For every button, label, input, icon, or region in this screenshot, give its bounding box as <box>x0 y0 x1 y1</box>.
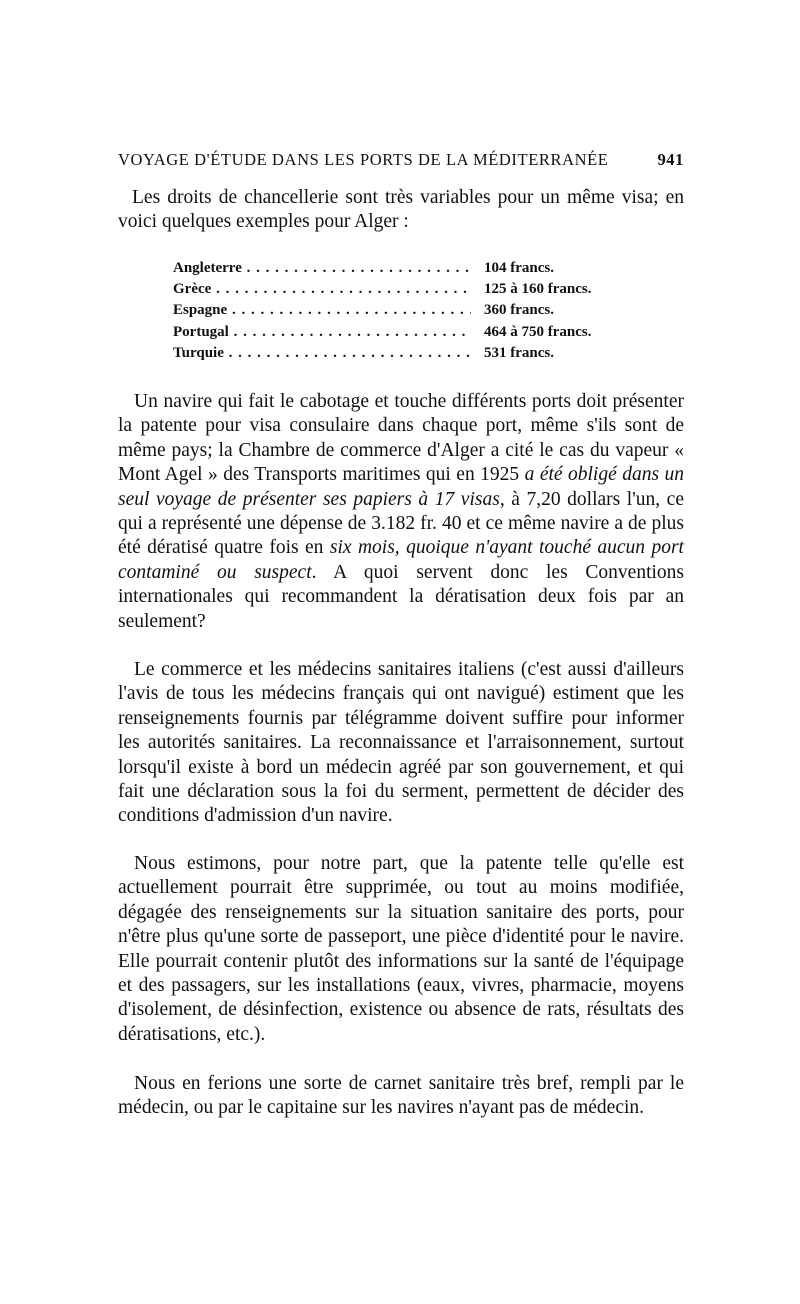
fee-row <box>173 322 623 343</box>
paragraph-text: Un navire qui fait le cabotage et touche différents ports doit présenter la patente pour visa consulaire dans chaque port, même s'ils sont de même pays; la Chambre de commerce d'Alger a cité le cas du vapeur « Mont Agel » des Transports maritimes qui en 1925 <box>118 391 684 486</box>
fee-country: Grèce . . . <box>173 279 471 300</box>
paragraph-carnet: Nous en ferions une sorte de carnet sanitaire très bref, rempli par le médecin, ou par le capitaine sur les navires n'ayant pas de médecin. <box>118 1073 684 1119</box>
fee-country: Turquie . . . <box>173 343 471 364</box>
page-number: 941 <box>657 150 684 169</box>
fee-row <box>173 343 623 364</box>
fee-price: 464 à 750 francs. <box>484 323 592 340</box>
fee-row <box>173 279 623 300</box>
fee-price: 104 francs. <box>484 260 554 276</box>
fee-price: 125 à 160 francs. <box>484 281 592 298</box>
italic-text: a été obligé dans un seul voyage de présenter ses papiers à 17 visas <box>118 464 684 510</box>
fee-country: Espagne . . . <box>173 300 471 321</box>
italic-text: six mois, quoique n'ayant touché aucun port contaminé ou suspect <box>118 537 684 583</box>
paragraph-patente: Nous estimons, pour notre part, que la patente telle qu'elle est actuellement pourrait être supprimée, ou tout au moins modifiée, dégagée des renseignements sur la situation sanitaire des ports, pour n'être plus qu'une sorte de passeport, une pièce d'identité pour le navire. Elle pourrait contenir plutôt des informations sur la santé de l'équipage et des passagers, sur les installations (eaux, vivres, pharmacie, moyens d'isolement, de désinfection, existence ou absence de rats, résultats des dératisations, etc.). <box>118 853 684 1045</box>
intro-paragraph: Les droits de chancellerie sont très variables pour un même visa; en voici quelques exemples pour Alger : <box>118 187 684 233</box>
visa-fees-table <box>173 258 623 364</box>
fee-row <box>173 300 623 321</box>
fee-price: 531 francs. <box>484 344 554 361</box>
paragraph-text: . A quoi servent donc les Conventions internationales qui recommandent la dératisation deux fois par an seulement? <box>118 561 685 632</box>
paragraph-cabotage <box>118 390 684 634</box>
fee-country: Portugal . . . <box>173 322 471 343</box>
fee-row <box>173 258 623 279</box>
running-title: VOYAGE D'ÉTUDE DANS LES PORTS DE LA MÉDITERRANÉE <box>118 150 609 169</box>
fee-country: Angleterre . . . <box>173 258 471 279</box>
paragraph-commerce: Le commerce et les médecins sanitaires italiens (c'est aussi d'ailleurs l'avis de tous les médecins français qui ont navigué) estiment que les renseignements fournis par télégramme doivent suffire pour informer les autorités sanitaires. La reconnaissance et l'arraisonnement, surtout lorsqu'il existe à bord un médecin agréé par son gouvernement, et qui fait une déclaration sous la foi du serment, permettent de décider des conditions d'admission d'un navire. <box>118 659 684 827</box>
paragraph-text: , à 7,20 dollars l'un, ce qui a représenté une dépense de 3.182 fr. 40 et ce même navire a de plus été dératisé quatre fois en <box>118 488 684 559</box>
fee-price: 360 francs. <box>484 302 554 319</box>
